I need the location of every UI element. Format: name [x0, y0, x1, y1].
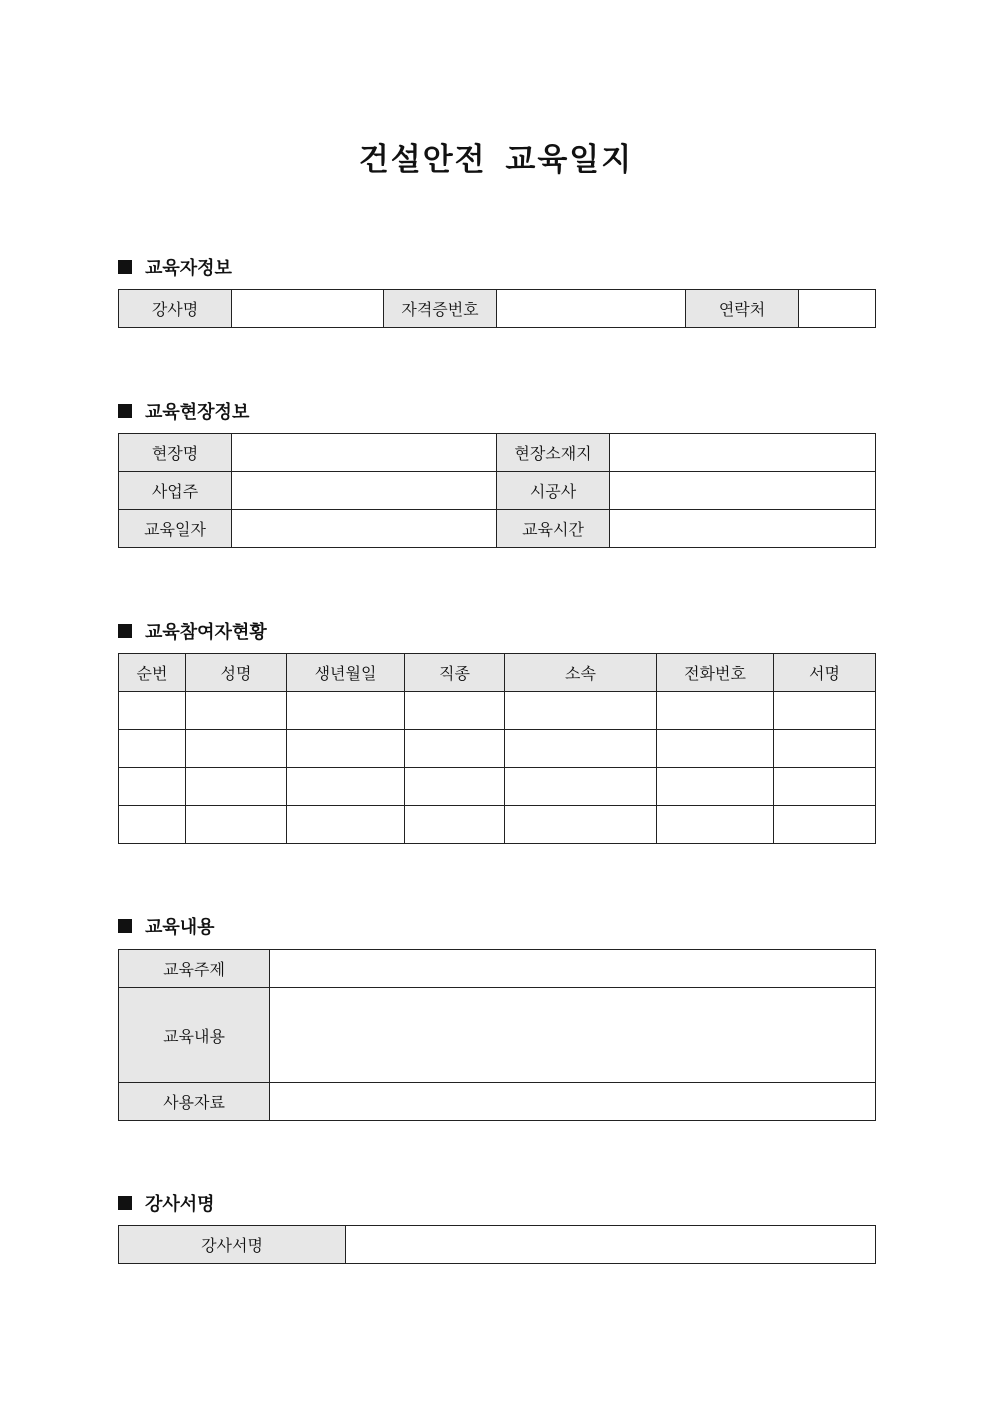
license-number-field[interactable]: [497, 290, 686, 328]
table-row: [119, 510, 876, 548]
section-heading-site: [118, 398, 249, 424]
square-bullet-icon: [118, 260, 132, 274]
contractor-label: 시공사: [497, 472, 610, 510]
table-cell[interactable]: [774, 806, 876, 844]
content-table: [118, 949, 876, 1121]
table-cell[interactable]: [774, 768, 876, 806]
table-cell[interactable]: [505, 806, 657, 844]
table-cell[interactable]: [287, 806, 405, 844]
table-row: [119, 692, 876, 730]
site-location-label: 현장소재지: [497, 434, 610, 472]
table-cell[interactable]: [657, 768, 774, 806]
table-cell[interactable]: [186, 730, 287, 768]
table-cell[interactable]: [657, 806, 774, 844]
table-row: [119, 1083, 876, 1121]
table-cell[interactable]: [186, 692, 287, 730]
column-header-number: 순번: [119, 654, 186, 692]
section-heading-label: 교육참여자현황: [145, 622, 267, 643]
square-bullet-icon: [118, 624, 132, 638]
column-header-phone: 전화번호: [657, 654, 774, 692]
table-cell[interactable]: [774, 692, 876, 730]
table-cell[interactable]: [186, 806, 287, 844]
contact-label: 연락처: [686, 290, 799, 328]
table-cell[interactable]: [119, 768, 186, 806]
table-header-row: [119, 654, 876, 692]
table-row: [119, 290, 876, 328]
square-bullet-icon: [118, 1196, 132, 1210]
education-content-label: 교육내용: [119, 988, 270, 1083]
education-time-label: 교육시간: [497, 510, 610, 548]
table-cell[interactable]: [119, 730, 186, 768]
table-cell[interactable]: [405, 768, 505, 806]
business-owner-field[interactable]: [232, 472, 497, 510]
education-topic-label: 교육주제: [119, 950, 270, 988]
instructor-name-field[interactable]: [232, 290, 384, 328]
column-header-name: 성명: [186, 654, 287, 692]
site-name-field[interactable]: [232, 434, 497, 472]
table-cell[interactable]: [186, 768, 287, 806]
section-heading-label: 교육자정보: [145, 258, 232, 279]
education-date-label: 교육일자: [119, 510, 232, 548]
table-cell[interactable]: [405, 730, 505, 768]
signature-table: [118, 1225, 876, 1264]
table-cell[interactable]: [505, 692, 657, 730]
education-date-field[interactable]: [232, 510, 497, 548]
table-cell[interactable]: [119, 692, 186, 730]
table-row: [119, 472, 876, 510]
column-header-affiliation: 소속: [505, 654, 657, 692]
section-heading-signature: [118, 1190, 215, 1216]
materials-used-field[interactable]: [270, 1083, 876, 1121]
table-row: [119, 768, 876, 806]
table-cell[interactable]: [405, 692, 505, 730]
instructor-signature-field[interactable]: [346, 1226, 876, 1264]
instructor-name-label: 강사명: [119, 290, 232, 328]
business-owner-label: 사업주: [119, 472, 232, 510]
column-header-occupation: 직종: [405, 654, 505, 692]
instructor-signature-label: 강사서명: [119, 1226, 346, 1264]
table-cell[interactable]: [657, 730, 774, 768]
table-cell[interactable]: [287, 730, 405, 768]
table-cell[interactable]: [405, 806, 505, 844]
participants-table: [118, 653, 876, 844]
table-row: [119, 988, 876, 1083]
table-cell[interactable]: [657, 692, 774, 730]
section-heading-label: 교육현장정보: [145, 402, 250, 423]
table-cell[interactable]: [774, 730, 876, 768]
square-bullet-icon: [118, 919, 132, 933]
license-number-label: 자격증번호: [384, 290, 497, 328]
table-cell[interactable]: [287, 692, 405, 730]
table-row: [119, 806, 876, 844]
table-row: [119, 434, 876, 472]
materials-used-label: 사용자료: [119, 1083, 270, 1121]
table-cell[interactable]: [505, 730, 657, 768]
section-heading-label: 강사서명: [145, 1194, 215, 1215]
table-cell[interactable]: [287, 768, 405, 806]
site-location-field[interactable]: [610, 434, 876, 472]
contact-field[interactable]: [799, 290, 876, 328]
document-title: 건설안전 교육일지: [358, 142, 634, 178]
section-heading-label: 교육내용: [145, 917, 215, 938]
column-header-birthdate: 생년월일: [287, 654, 405, 692]
table-cell[interactable]: [505, 768, 657, 806]
section-heading-participants: [118, 618, 267, 644]
table-row: [119, 950, 876, 988]
section-heading-content: [118, 913, 215, 939]
site-info-table: [118, 433, 876, 548]
table-row: [119, 730, 876, 768]
column-header-signature: 서명: [774, 654, 876, 692]
instructor-info-table: [118, 289, 876, 328]
table-cell[interactable]: [119, 806, 186, 844]
education-topic-field[interactable]: [270, 950, 876, 988]
contractor-field[interactable]: [610, 472, 876, 510]
education-time-field[interactable]: [610, 510, 876, 548]
site-name-label: 현장명: [119, 434, 232, 472]
square-bullet-icon: [118, 404, 132, 418]
education-content-field[interactable]: [270, 988, 876, 1083]
section-heading-instructor: [118, 254, 232, 280]
table-row: [119, 1226, 876, 1264]
